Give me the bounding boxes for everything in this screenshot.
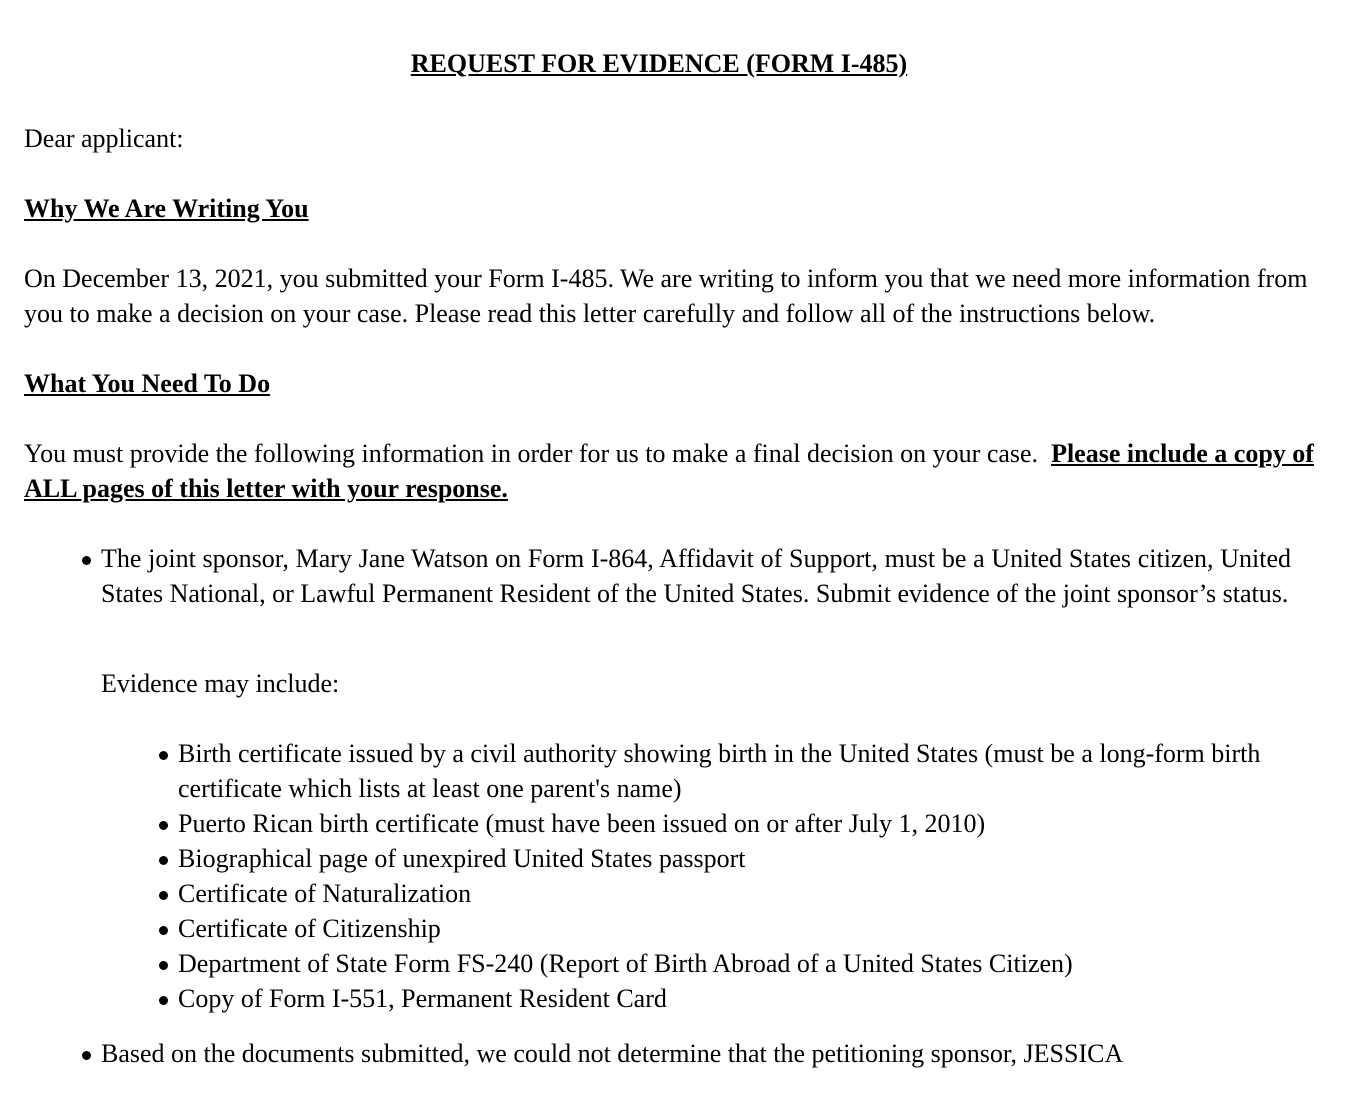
- evidence-item: Certificate of Citizenship: [178, 914, 441, 943]
- bullet-icon: [159, 751, 168, 760]
- bullet-icon: [159, 961, 168, 970]
- todo-emphasis: Please include a copy of ALL pages of this letter with your response.: [24, 439, 1314, 503]
- bullet-icon: [159, 996, 168, 1005]
- todo-paragraph: [24, 436, 1314, 506]
- evidence-item: Copy of Form I-551, Permanent Resident Card: [178, 984, 667, 1013]
- evidence-item: Biographical page of unexpired United States passport: [178, 844, 746, 873]
- list-item: [178, 841, 1324, 876]
- list-item: [178, 981, 1324, 1016]
- bullet-icon: [82, 1051, 91, 1060]
- bullet-icon: [159, 856, 168, 865]
- todo-text: You must provide the following information in order for us to make a final decision on your case.: [24, 439, 1039, 468]
- evidence-item: Puerto Rican birth certificate (must have been issued on or after July 1, 2010): [178, 809, 986, 838]
- bullet-text: The joint sponsor, Mary Jane Watson on Form I-864, Affidavit of Support, must be a United States citizen, United States National, or Lawful Permanent Resident of the United States. Submit evidence of the joint sponsor’s status.: [101, 544, 1291, 608]
- evidence-item: Certificate of Naturalization: [178, 879, 472, 908]
- bullet-icon: [82, 556, 91, 565]
- list-item: [178, 911, 1324, 946]
- list-item: [178, 876, 1324, 911]
- bullet-icon: [159, 891, 168, 900]
- bullet-icon: [159, 926, 168, 935]
- list-item: [178, 806, 1324, 841]
- list-item: [178, 946, 1324, 981]
- evidence-item: Birth certificate issued by a civil authority showing birth in the United States (must be a long-form birth certificate which lists at least one parent's name): [178, 739, 1261, 803]
- section-heading-todo: What You Need To Do: [24, 369, 271, 398]
- bullet-text: Based on the documents submitted, we could not determine that the petitioning sponsor, JESSICA: [101, 1039, 1124, 1068]
- list-item: [178, 736, 1324, 806]
- section-heading-why: Why We Are Writing You: [24, 194, 309, 223]
- evidence-intro: Evidence may include:: [101, 669, 340, 698]
- evidence-item: Department of State Form FS-240 (Report of Birth Abroad of a United States Citizen): [178, 949, 1073, 978]
- bullet-icon: [159, 821, 168, 830]
- why-paragraph: On December 13, 2021, you submitted your Form I-485. We are writing to inform you that we need more information from you to make a decision on your case. Please read this letter carefully and follow all of the instructions below.: [24, 264, 1308, 328]
- list-item: [101, 1036, 1301, 1071]
- list-item: [101, 541, 1291, 611]
- salutation: Dear applicant:: [24, 124, 184, 153]
- letter-title: REQUEST FOR EVIDENCE (FORM I-485): [410, 49, 908, 78]
